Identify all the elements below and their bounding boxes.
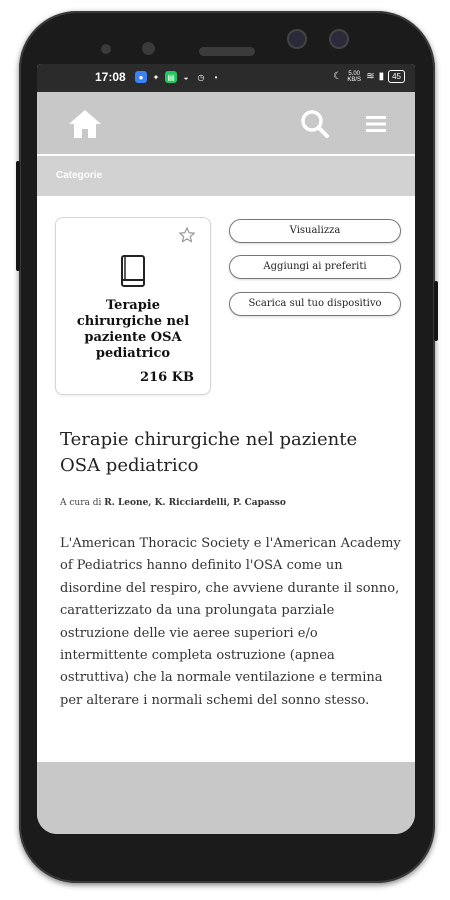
breadcrumb-categories[interactable]: Categorie	[56, 170, 103, 181]
app-screen	[37, 64, 415, 834]
front-camera	[289, 31, 305, 47]
volume-button	[16, 161, 20, 271]
notification-icon: ●	[135, 71, 147, 83]
earpiece-speaker	[199, 47, 255, 56]
home-icon[interactable]	[67, 108, 103, 140]
menu-icon[interactable]	[364, 114, 388, 134]
notification-icon: ▤	[165, 71, 177, 83]
search-icon[interactable]	[300, 109, 330, 139]
sensor-dot	[142, 42, 155, 55]
status-right	[333, 70, 405, 83]
book-icon	[120, 254, 146, 288]
moon-icon: ☾	[333, 71, 343, 82]
add-favorite-button[interactable]: Aggiungi ai preferiti	[229, 255, 401, 279]
notification-icon: •	[214, 72, 218, 82]
clock-icon: ◷	[197, 72, 205, 82]
document-card[interactable]	[55, 217, 211, 395]
authors-prefix: A cura di	[60, 498, 105, 508]
status-bar	[37, 64, 415, 92]
sensor-dot	[101, 44, 111, 54]
status-time: 17:08	[95, 70, 126, 84]
app-bar	[37, 92, 415, 154]
file-size: 216 KB	[140, 370, 194, 385]
card-title: Terapie chirurgiche nel paziente OSA pediatrico	[76, 298, 190, 361]
star-icon[interactable]	[178, 226, 196, 244]
network-speed: 5.00 KB/S	[347, 70, 362, 83]
document-description: L'American Thoracic Society e l'American Academy of Pediatrics hanno definito l'OSA come un disordine del respiro, che avviene durante il sonno, caratterizzato da una prolungata parziale ostruzione delle vie aeree superiori e/o intermittente completa ostruzione (apnea ostruttiva) che la normale ventilazione e termina per alterare i normali schemi del sonno stesso.	[60, 536, 401, 708]
front-camera	[331, 31, 347, 47]
battery-icon: 45	[388, 70, 405, 83]
document-title: Terapie chirurgiche nel paziente OSA pediatrico	[60, 429, 358, 476]
document-authors	[60, 498, 286, 508]
authors-names: R. Leone, K. Ricciardelli, P. Capasso	[104, 498, 286, 508]
power-button	[434, 281, 438, 341]
view-button[interactable]: Visualizza	[229, 219, 401, 243]
bottom-bar	[37, 762, 415, 834]
notification-icon: ◒	[183, 72, 189, 82]
notification-icon: ✦	[152, 72, 160, 82]
wifi-icon: ≋	[366, 71, 375, 82]
signal-icon: ▮	[378, 71, 385, 82]
download-button[interactable]: Scarica sul tuo dispositivo	[229, 292, 401, 316]
notification-icons	[135, 71, 222, 83]
breadcrumb	[37, 156, 415, 196]
